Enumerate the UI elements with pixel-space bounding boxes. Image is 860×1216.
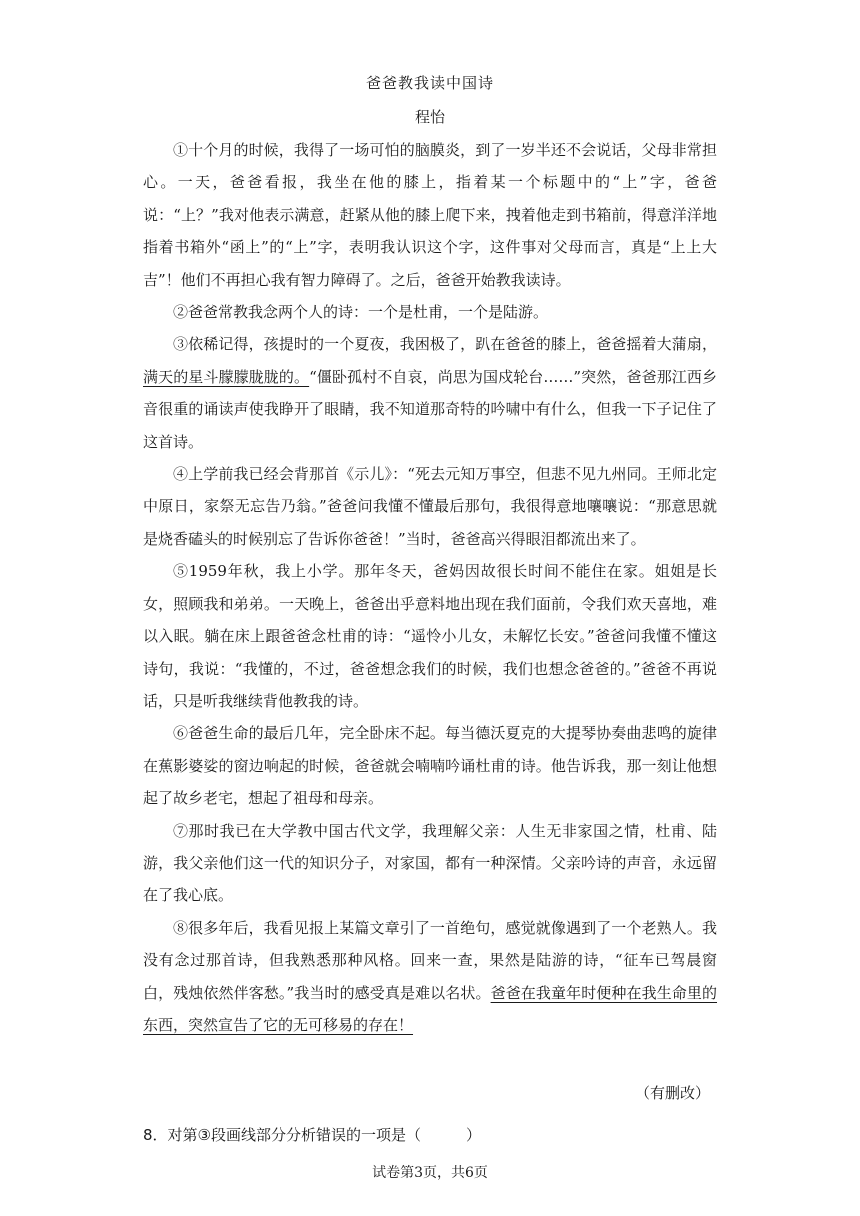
source-note: （有删改） [634, 1084, 710, 1102]
underlined-sentence-8: 爸爸在我童年时便种在我生命里的东西，突然宣告了它的无可移易的存在！ [143, 983, 718, 1034]
page-footer: 试卷第3页，共6页 [372, 1165, 488, 1181]
paragraph-2: ②爸爸常教我念两个人的诗：一个是杜甫，一个是陆游。 [173, 303, 549, 322]
paragraph-1: ①十个月的时候，我得了一场可怕的脑膜炎，到了一岁半还不会说话，父母非常担心。一天，爸爸看报，我坐在他的膝上，指着某一个标题中的“上”字，爸爸说：“上？”我对他表示满意，赶紧从他的膝上爬下来，拽着他走到书箱前，得意洋洋地指着书箱外“函上”的“上”字，表明我认识这个字，这件事对父母而言，真是“上上大吉”！他们不再担心我有智力障碍了。之后，爸爸开始教我读诗。 [143, 141, 717, 289]
underlined-sentence-3: 满天的星斗朦朦胧胧的。 [143, 367, 310, 386]
paragraph-3-lead: ③依稀记得，孩提时的一个夏夜，我困极了，趴在爸爸的膝上，爸爸摇着大蒲扇， [173, 335, 717, 354]
paragraph-4: ④上学前我已经会背那首《示儿》：“死去元知万事空，但悲不见九州同。王师北定中原日，家祭无忘告乃翁。”爸爸问我懂不懂最后那句，我很得意地嚷嚷说：“那意思就是烧香磕头的时候别忘了告诉你爸爸！”当时，爸爸高兴得眼泪都流出来了。 [143, 465, 717, 548]
article-author: 程怡 [414, 108, 445, 126]
article-title: 爸爸教我读中国诗 [365, 74, 494, 92]
paragraph-8 [143, 912, 717, 1042]
paragraph-6: ⑥爸爸生命的最后几年，完全卧床不起。每当德沃夏克的大提琴协奏曲悲鸣的旋律在蕉影婆娑的窗边响起的时候，爸爸就会喃喃吟诵杜甫的诗。他告诉我，那一刻让他想起了故乡老宅，想起了祖母和母亲。 [143, 724, 717, 808]
paragraph-3 [143, 328, 717, 458]
question-8: 8．对第③段画线部分分析错误的一项是（ ） [143, 1126, 481, 1144]
paragraph-5: ⑤1959年秋，我上小学。那年冬天，爸妈因故很长时间不能住在家。姐姐是长女，照顾我和弟弟。一天晚上，爸爸出乎意料地出现在我们面前，令我们欢天喜地，难以入眠。躺在床上跟爸爸念杜甫的诗：“遥怜小儿女，未解忆长安。”爸爸问我懂不懂这诗句，我说：“我懂的，不过，爸爸想念我们的时候，我们也想念爸爸的。”爸爸不再说话，只是听我继续背他教我的诗。 [143, 562, 717, 710]
article-body [143, 134, 717, 1041]
paragraph-8-lead: ⑧很多年后，我看见报上某篇文章引了一首绝句，感觉就像遇到了一个老熟人。我没有念过那首诗，但我熟悉那种风格。回来一查，果然是陆游的诗，“征车已驾晨窗白，残烛依然伴客愁。”我当时的感受真是难以名状。 [143, 918, 717, 1002]
paragraph-3-rest: “僵卧孤村不自哀，尚思为国戍轮台……”突然，爸爸那江西乡音很重的诵读声使我睁开了眼睛，我不知道那奇特的吟啸中有什么，但我一下子记住了这首诗。 [143, 367, 717, 451]
paragraph-7: ⑦那时我已在大学教中国古代文学，我理解父亲：人生无非家国之情，杜甫、陆游，我父亲他们这一代的知识分子，对家国，都有一种深情。父亲吟诗的声音，永远留在了我心底。 [143, 821, 717, 905]
